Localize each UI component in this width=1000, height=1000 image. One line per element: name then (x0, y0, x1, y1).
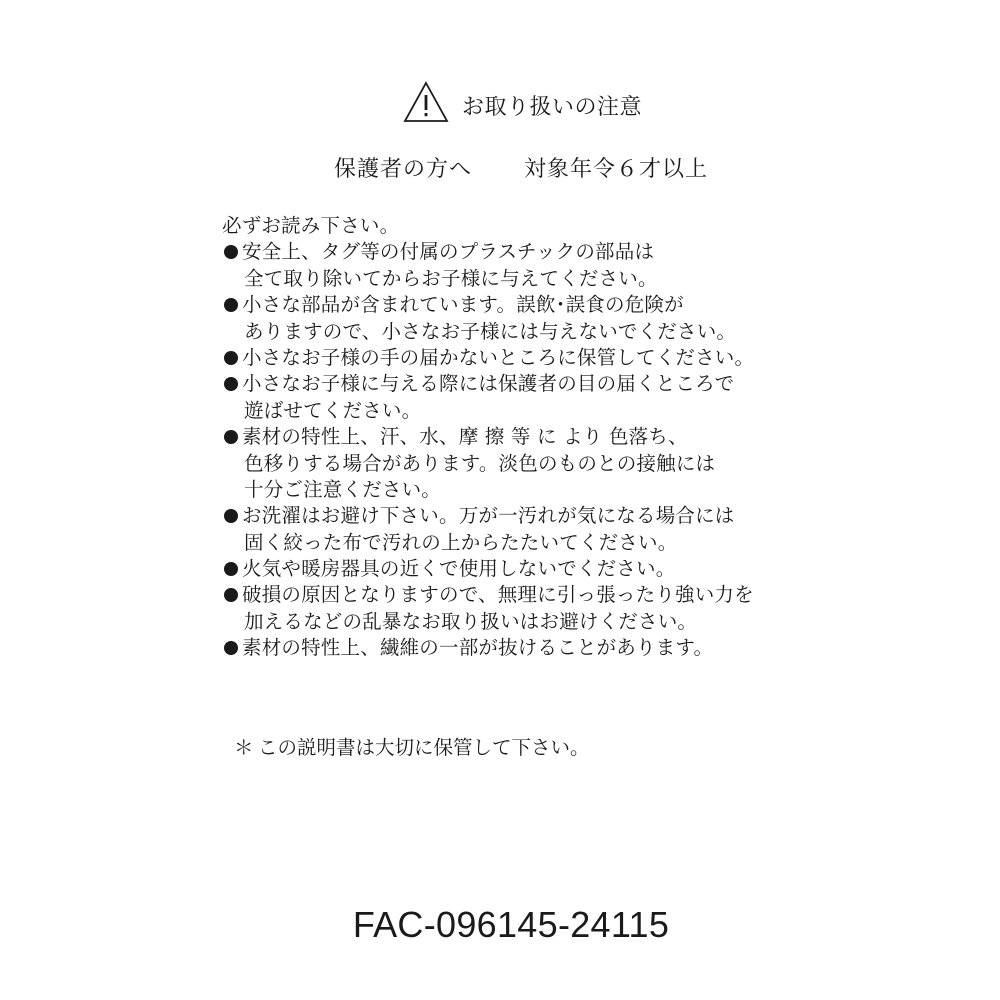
caution-item-text: お洗濯はお避け下さい。万が一汚れが気になる場合には (242, 504, 735, 528)
bullet-icon (224, 377, 238, 391)
caution-item-text: 小さな部品が含まれています。誤飲･誤食の危険が (242, 293, 684, 317)
caution-item-text: 固く絞った布で汚れの上からたたいてください。 (244, 530, 678, 554)
caution-item-text: 安全上、タグ等の付属のプラスチックの部品は (242, 240, 655, 264)
keep-manual-note (234, 732, 590, 760)
bullet-icon (224, 562, 238, 576)
caution-item (222, 239, 822, 265)
bullet-icon (224, 245, 238, 259)
caution-title: お取り扱いの注意 (462, 95, 643, 120)
caution-item-text: 小さなお子様に与える際には保護者の目の届くところで (242, 372, 735, 396)
caution-item-text: 遊ばせてください。 (244, 398, 422, 422)
caution-item-continuation (222, 609, 822, 635)
bullet-icon (224, 588, 238, 602)
note-text: この説明書は大切に保管して下さい。 (258, 736, 590, 759)
caution-item-text: 全て取り除いてからお子様に与えてください。 (244, 266, 658, 290)
bullet-icon (224, 430, 238, 444)
guardian-label: 保護者の方へ (334, 157, 473, 182)
caution-item-text: 火気や暖房器具の近くで使用しないでください。 (242, 557, 676, 581)
caution-item (222, 371, 822, 397)
caution-item (222, 582, 822, 608)
caution-body (222, 213, 822, 662)
caution-item-continuation (222, 477, 822, 503)
caution-header (0, 80, 1000, 130)
caution-item-text: 加えるなどの乱暴なお取り扱いはお避けください。 (244, 609, 698, 633)
caution-item-text: 色移りする場合があります。淡色のものとの接触には (244, 451, 716, 475)
caution-item-text: 破損の原因となりますので、無理に引っ張ったり強い力を (242, 583, 754, 607)
bullet-icon (224, 641, 238, 655)
caution-item-text: ありますので、小さなお子様には与えないでください。 (244, 319, 737, 343)
asterisk-mark: ＊ (234, 736, 254, 759)
caution-item-continuation (222, 530, 822, 556)
bullet-icon (224, 351, 238, 365)
target-age-label: 対象年令６才以上 (524, 157, 709, 182)
product-code: FAC-096145-24115 (352, 904, 670, 945)
caution-item-continuation (222, 266, 822, 292)
caution-item-text: 十分ご注意ください。 (244, 477, 442, 501)
warning-triangle-icon (402, 80, 450, 124)
caution-item (222, 503, 822, 529)
bullet-icon (224, 509, 238, 523)
caution-item (222, 424, 822, 450)
caution-item (222, 635, 822, 661)
caution-item-text: 小さなお子様の手の届かないところに保管してください。 (242, 345, 755, 369)
caution-item-continuation (222, 398, 822, 424)
caution-item (222, 556, 822, 582)
bullet-icon (224, 298, 238, 312)
caution-item-text: 素材の特性上、汗、水、摩 擦 等 に より 色落ち、 (242, 425, 688, 449)
caution-item (222, 292, 822, 318)
intro-text: 必ずお読み下さい。 (222, 214, 400, 237)
caution-item-text: 素材の特性上、繊維の一部が抜けることがあります。 (242, 636, 714, 660)
caution-item-continuation (222, 319, 822, 345)
caution-item-continuation (222, 451, 822, 477)
caution-item (222, 345, 822, 371)
subheader (0, 152, 1000, 186)
